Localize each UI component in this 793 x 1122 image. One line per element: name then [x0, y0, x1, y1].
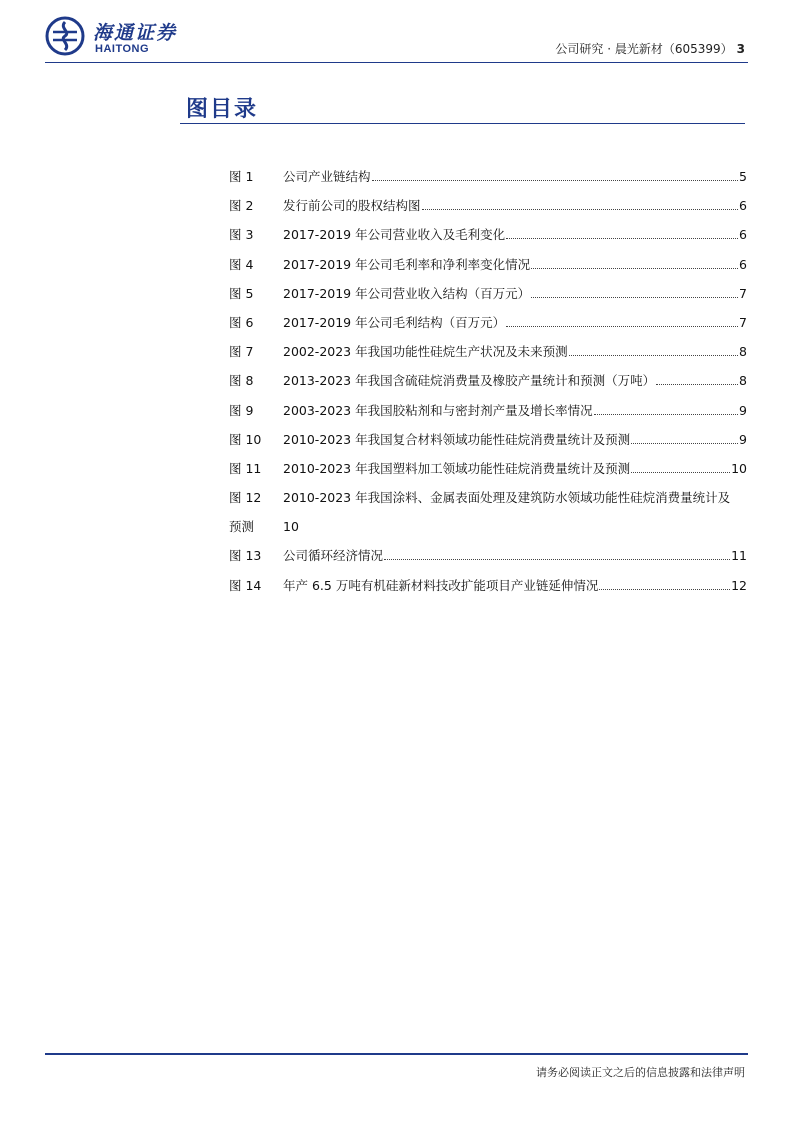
toc-leader-dots [631, 429, 738, 444]
figure-table-of-contents [229, 166, 747, 604]
toc-title: 2010-2023 年我国复合材料领域功能性硅烷消费量统计及预测 [283, 431, 631, 447]
toc-entry[interactable] [229, 283, 747, 312]
toc-entry[interactable] [229, 487, 747, 516]
toc-title: 2010-2023 年我国塑料加工领域功能性硅烷消费量统计及预测 [283, 460, 631, 476]
toc-entry[interactable] [229, 195, 747, 224]
page-title: 图目录 [186, 97, 259, 122]
toc-entry[interactable] [229, 312, 747, 341]
footer-disclaimer: 请务必阅读正文之后的信息披露和法律声明 [536, 1066, 745, 1079]
toc-entry[interactable] [229, 429, 747, 458]
toc-title: 2013-2023 年我国含硫硅烷消费量及橡胶产量统计和预测（万吨） [283, 373, 656, 389]
toc-page: 8 [739, 344, 747, 360]
toc-title-continuation: 预测 [229, 519, 255, 535]
toc-entry[interactable] [229, 224, 747, 253]
toc-title: 2017-2019 年公司毛利率和净利率变化情况 [283, 256, 531, 272]
toc-title: 2002-2023 年我国功能性硅烷生产状况及未来预测 [283, 344, 568, 360]
title-underline [180, 123, 745, 124]
toc-entry[interactable] [229, 545, 747, 574]
toc-page: 10 [283, 519, 299, 535]
report-type: 公司研究 · 晨光新材（605399） [555, 42, 733, 56]
toc-label: 图 9 [229, 402, 254, 418]
toc-leader-dots [599, 575, 730, 590]
toc-leader-dots [422, 195, 739, 210]
toc-entry[interactable] [229, 458, 747, 487]
toc-leader-dots [384, 545, 730, 560]
toc-title: 2010-2023 年我国涂料、金属表面处理及建筑防水领域功能性硅烷消费量统计及 [283, 490, 731, 506]
toc-label: 图 2 [229, 198, 254, 214]
header-divider [45, 62, 748, 63]
toc-label: 图 12 [229, 490, 262, 506]
toc-title: 公司循环经济情况 [283, 548, 384, 564]
toc-leader-dots [531, 254, 738, 269]
toc-leader-dots [631, 458, 730, 473]
toc-title: 2003-2023 年我国胶粘剂和与密封剂产量及增长率情况 [283, 402, 593, 418]
haitong-logo [45, 16, 195, 58]
toc-entry[interactable] [229, 254, 747, 283]
toc-entry[interactable] [229, 341, 747, 370]
toc-label: 图 5 [229, 285, 254, 301]
toc-label: 图 7 [229, 344, 254, 360]
toc-entry[interactable] [229, 400, 747, 429]
toc-leader-dots [656, 370, 738, 385]
toc-title: 发行前公司的股权结构图 [283, 198, 421, 214]
toc-title: 年产 6.5 万吨有机硅新材料技改扩能项目产业链延伸情况 [283, 577, 599, 593]
toc-leader-dots [506, 224, 738, 239]
toc-title: 2017-2019 年公司毛利结构（百万元） [283, 314, 506, 330]
toc-entry[interactable] [229, 166, 747, 195]
toc-leader-dots [506, 312, 738, 327]
toc-page: 11 [731, 548, 747, 564]
toc-page: 9 [739, 402, 747, 418]
toc-label: 图 8 [229, 373, 254, 389]
toc-page: 6 [739, 256, 747, 272]
toc-label: 图 4 [229, 256, 254, 272]
toc-leader-dots [594, 400, 738, 415]
toc-entry[interactable] [229, 575, 747, 604]
page-number: 3 [736, 42, 745, 56]
toc-leader-dots [569, 341, 738, 356]
toc-label: 图 10 [229, 431, 262, 447]
toc-label: 图 14 [229, 577, 262, 593]
toc-page: 6 [739, 227, 747, 243]
toc-title: 2017-2019 年公司营业收入结构（百万元） [283, 285, 531, 301]
toc-title: 公司产业链结构 [283, 169, 371, 184]
toc-page: 10 [731, 460, 747, 476]
footer-divider [45, 1053, 748, 1055]
toc-label: 图 6 [229, 314, 254, 330]
toc-label: 图 11 [229, 460, 262, 476]
logo-english-name: HAITONG [95, 43, 150, 55]
toc-page: 8 [739, 373, 747, 389]
logo-chinese-name: 海通证券 [93, 22, 178, 44]
toc-entry[interactable] [229, 370, 747, 399]
toc-title: 2017-2019 年公司营业收入及毛利变化 [283, 227, 506, 243]
toc-page: 9 [739, 431, 747, 447]
toc-leader-dots [531, 283, 738, 298]
toc-leader-dots [372, 166, 739, 181]
toc-label: 图 3 [229, 227, 254, 243]
report-header [555, 40, 745, 57]
toc-page: 5 [739, 169, 747, 184]
haitong-emblem-icon [45, 16, 85, 56]
toc-entry-continuation[interactable] [229, 516, 747, 545]
toc-label: 图 13 [229, 548, 262, 564]
toc-page: 7 [739, 285, 747, 301]
toc-page: 7 [739, 314, 747, 330]
toc-page: 12 [731, 577, 747, 593]
toc-page: 6 [739, 198, 747, 214]
toc-label: 图 1 [229, 169, 254, 184]
